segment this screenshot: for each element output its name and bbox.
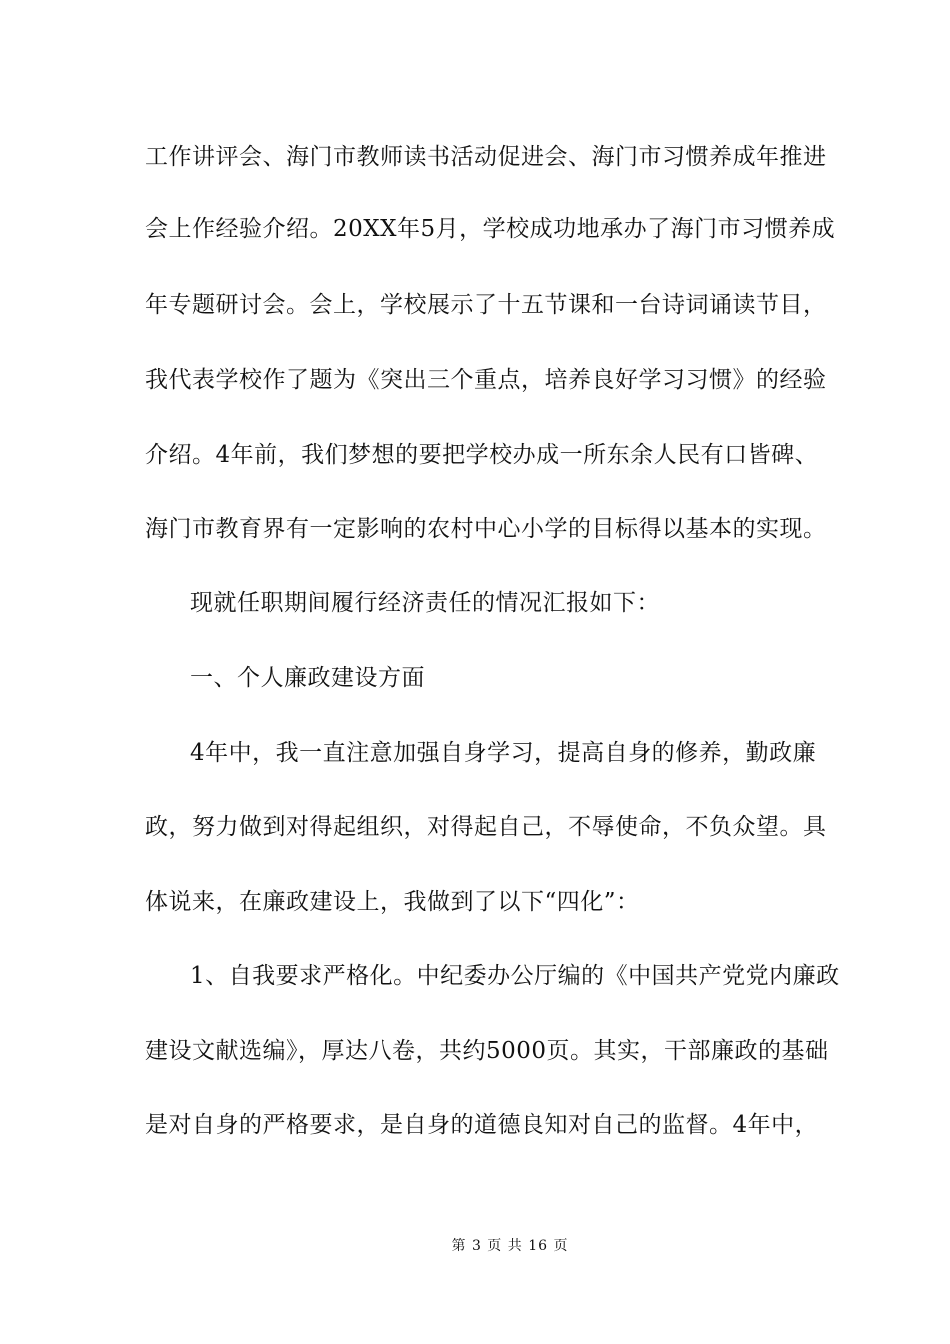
text-line-9: 4年中，我一直注意加强自身学习，提高自身的修养，勤政廉 — [190, 740, 817, 766]
text-line-12: 1、自我要求严格化。中纪委办公厅编的《中国共产党党内廉政 — [190, 963, 840, 989]
text-line-5: 介绍。4年前，我们梦想的要把学校办成一所东余人民有口皆碑、 — [145, 442, 819, 468]
text-line-10: 政，努力做到对得起组织，对得起自己，不辱使命，不负众望。具 — [145, 814, 827, 840]
text-line-6: 海门市教育界有一定影响的农村中心小学的目标得以基本的实现。 — [145, 516, 827, 542]
text-line-1: 工作讲评会、海门市教师读书活动促进会、海门市习惯养成年推进 — [145, 144, 827, 170]
text-line-7: 现就任职期间履行经济责任的情况汇报如下： — [190, 590, 660, 616]
section-heading: 一、个人廉政建设方面 — [190, 665, 425, 691]
text-line-11: 体说来，在廉政建设上，我做到了以下“四化”： — [145, 889, 640, 915]
text-line-13: 建设文献选编》，厚达八卷，共约5000页。其实，干部廉政的基础 — [145, 1038, 829, 1064]
text-line-3: 年专题研讨会。会上，学校展示了十五节课和一台诗词诵读节目， — [145, 292, 827, 318]
page-footer: 第 3 页 共 16 页 — [451, 1238, 569, 1254]
text-line-2: 会上作经验介绍。20XX年5月，学校成功地承办了海门市习惯养成 — [145, 216, 836, 242]
text-line-4: 我代表学校作了题为《突出三个重点，培养良好学习习惯》的经验 — [145, 367, 827, 393]
text-line-14: 是对自身的严格要求，是自身的道德良知对自己的监督。4年中， — [145, 1112, 819, 1138]
